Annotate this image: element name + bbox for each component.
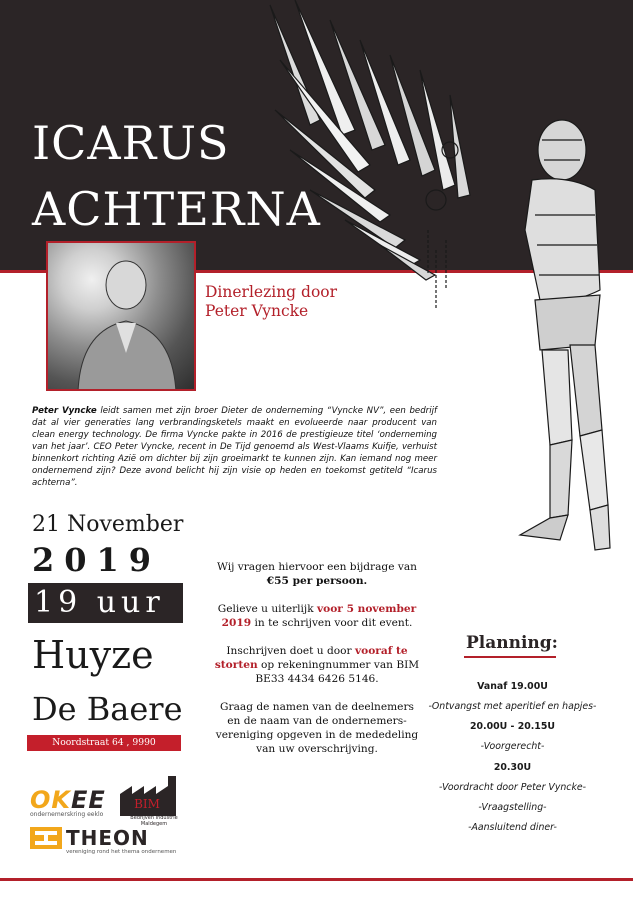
title-line-1: ICARUS — [32, 116, 230, 170]
bio-name: Peter Vyncke — [32, 406, 97, 416]
subtitle — [205, 283, 337, 321]
planning-item-5: -Aansluitend diner- — [468, 822, 557, 833]
bim-logo-subtitle: Bedrijven Industrie Maldegem — [130, 815, 178, 827]
info-payment-emphasis: vooraf te storten — [214, 645, 408, 671]
info-price — [212, 560, 422, 588]
okee-logo — [30, 787, 106, 818]
event-day: 21 November — [32, 512, 184, 537]
okee-logo-ok: OK — [30, 786, 71, 814]
venue-address: Noordstraat 64 , 9990 Maldegem — [27, 735, 181, 751]
planning-time-2: 20.00U - 20.15U — [470, 721, 555, 732]
planning-title: Planning: — [466, 633, 558, 653]
info-price-text: Wij vragen hiervoor een bijdrage van — [217, 561, 417, 573]
info-payment-account: op rekeningnummer van BIM BE33 4434 6426 5146. — [255, 659, 420, 685]
theon-mark-icon — [30, 827, 62, 849]
info-price-amount: €55 per persoon. — [266, 575, 368, 587]
bim-logo-text: BIM — [134, 797, 160, 811]
info-deadline-rest: in te schrijven voor dit event. — [251, 617, 413, 629]
subtitle-line-1: Dinerlezing door — [205, 283, 338, 301]
okee-logo-subtitle: ondernemerskring eeklo — [30, 811, 104, 818]
bim-logo — [118, 772, 190, 816]
info-deadline-date: voor 5 november 2019 — [221, 603, 417, 629]
speaker-photo — [46, 241, 196, 391]
bio-paragraph — [32, 405, 437, 489]
info-deadline-text: Gelieve u uiterlijk — [217, 603, 318, 615]
info-payment — [212, 644, 422, 686]
subtitle-line-2: Peter Vyncke — [205, 302, 309, 320]
venue-line-2: De Baere — [32, 690, 183, 728]
planning-time-3: 20.30U — [493, 762, 532, 773]
planning-item-3: -Voordracht door Peter Vyncke- — [438, 782, 587, 793]
planning-item-4: -Vraagstelling- — [478, 802, 547, 813]
info-communication: Graag de namen van de deelnemers en de naam van de ondernemers-vereniging opgeven in de mededeling van uw overschrijving. — [215, 701, 419, 755]
theon-logo-text: THEON — [66, 826, 149, 850]
okee-logo-ee: EE — [71, 786, 106, 814]
planning-underline — [464, 656, 556, 658]
footer-rule — [0, 878, 633, 881]
info-payment-text: Inschrijven doet u door — [226, 645, 355, 657]
info-deadline — [212, 602, 422, 630]
registration-info — [212, 560, 422, 770]
venue-line-1: Huyze — [32, 633, 154, 677]
planning-item-1: -Ontvangst met aperitief en hapjes- — [428, 701, 597, 712]
planning-item-2: -Voorgerecht- — [480, 741, 545, 752]
event-time: 19 uur — [28, 583, 183, 623]
bio-text: leidt samen met zijn broer Dieter de onderneming “Vyncke NV”, een bedrijf dat al vier generaties lang verbrandingsketels maakt en evolueerde naar producent van clean energy technology. De firma Vyncke pakte in 2016 de prestigieuze titel ‘onderneming van het jaar’. CEO Peter Vyncke, recent in De Tijd genoemd als West-Vlaams Kuifje, verhuist binnenkort richting Azië om dichter bij zijn groeimarkt te kunnen zijn. Kan iemand nog meer ondernemend zijn? Deze avond belicht hij zijn visie op heden en toekomst getiteld “Icarus achterna”. — [32, 406, 438, 488]
event-year: 2019 — [32, 541, 162, 579]
planning-time-1: Vanaf 19.00U — [477, 681, 548, 692]
title-line-2: ACHTERNA — [32, 182, 321, 236]
theon-logo-subtitle: vereniging rond het thema ondernemen — [66, 849, 177, 855]
